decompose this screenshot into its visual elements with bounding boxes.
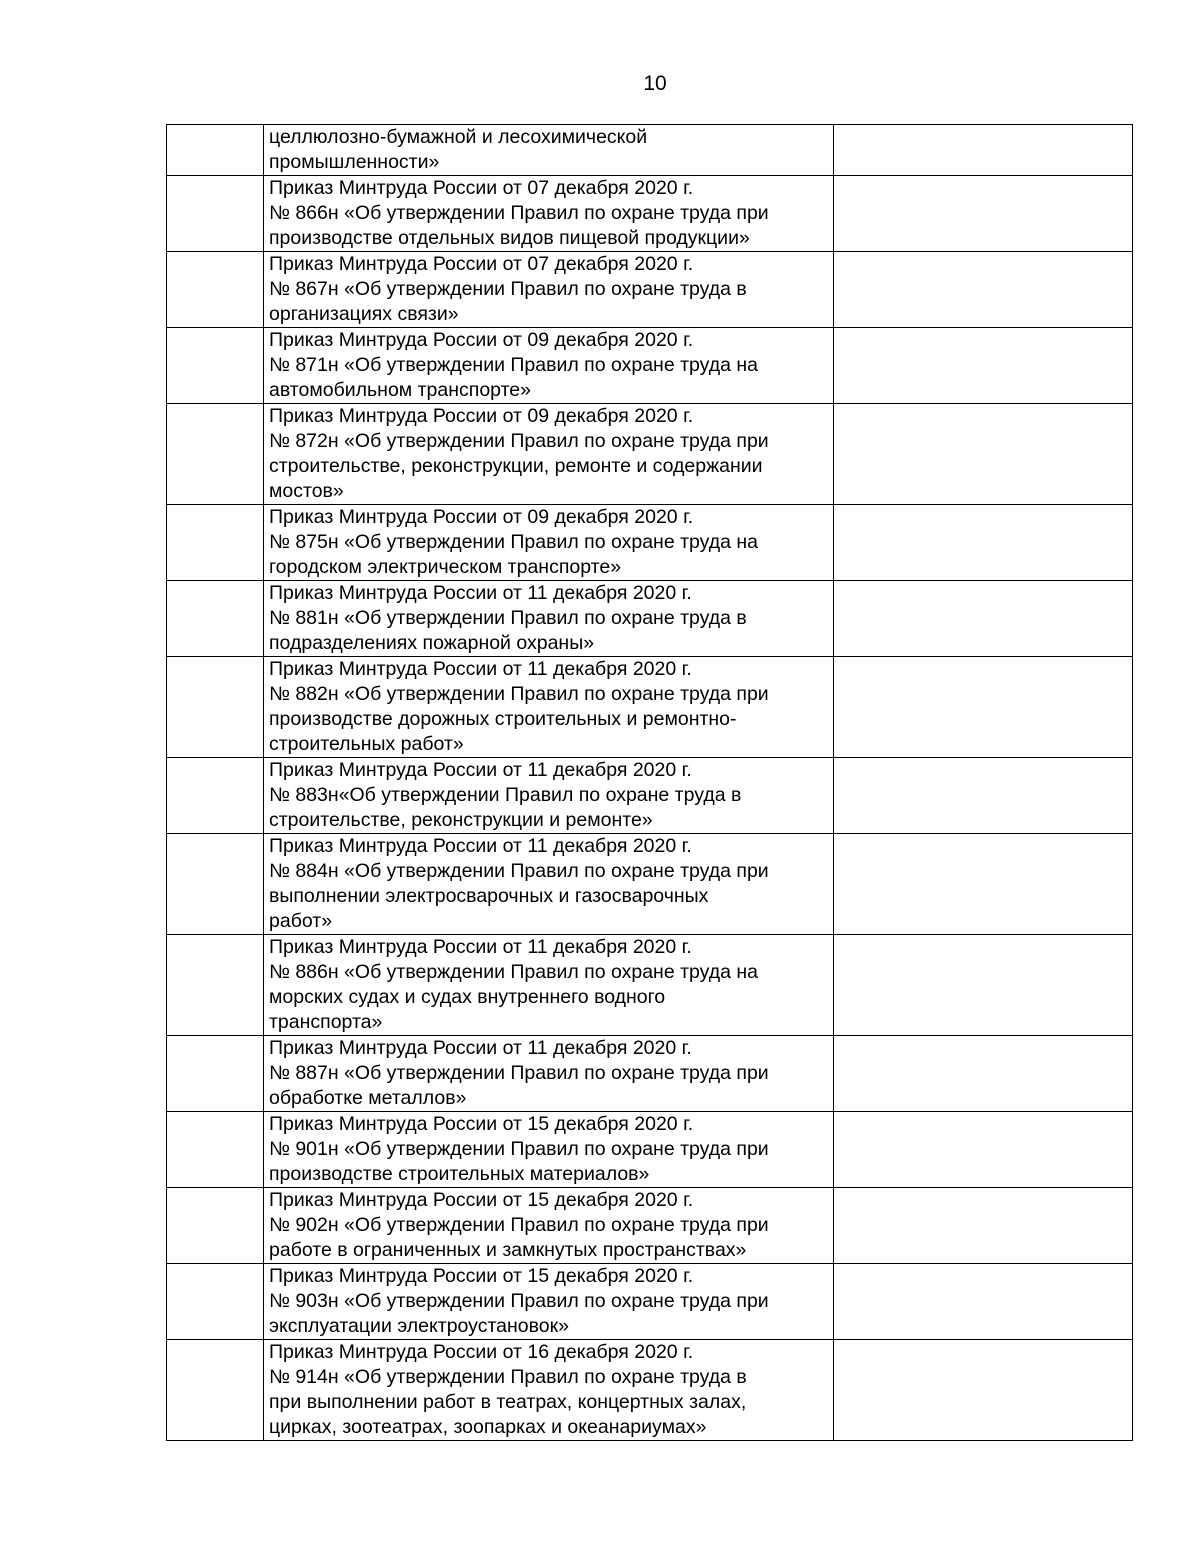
table-row — [167, 1188, 1133, 1264]
document-title-line: Приказ Минтруда России от 07 декабря 2020 г. — [269, 177, 694, 199]
document-title-line: промышленности» — [269, 151, 440, 173]
row-number-cell — [167, 505, 264, 581]
row-number-cell — [167, 1188, 264, 1264]
document-title-line: обработке металлов» — [269, 1087, 467, 1109]
note-cell — [834, 1188, 1133, 1264]
document-title-line: мостов» — [269, 480, 344, 502]
document-title-line: № 902н «Об утверждении Правил по охране труда при — [269, 1214, 769, 1236]
document-title-cell — [264, 404, 834, 505]
document-title-cell — [264, 505, 834, 581]
document-title-line: № 866н «Об утверждении Правил по охране труда при — [269, 202, 769, 224]
document-title-line: строительных работ» — [269, 733, 464, 755]
document-title-line: Приказ Минтруда России от 11 декабря 2020 г. — [269, 582, 692, 604]
document-title-line: выполнении электросварочных и газосварочных — [269, 885, 709, 907]
row-number-cell — [167, 252, 264, 328]
document-title-cell — [264, 328, 834, 404]
document-title-line: морских судах и судах внутреннего водного — [269, 986, 666, 1008]
document-title-line: городском электрическом транспорте» — [269, 556, 622, 578]
document-title-line: № 884н «Об утверждении Правил по охране труда при — [269, 860, 769, 882]
note-cell — [834, 1264, 1133, 1340]
note-cell — [834, 176, 1133, 252]
document-title-line: целлюлозно-бумажной и лесохимической — [269, 126, 648, 148]
document-title-cell — [264, 1340, 834, 1441]
table-row — [167, 176, 1133, 252]
document-title-cell — [264, 252, 834, 328]
document-title-line: организациях связи» — [269, 303, 459, 325]
document-title-line: Приказ Минтруда России от 15 декабря 2020 г. — [269, 1189, 694, 1211]
document-title-line: Приказ Минтруда России от 09 декабря 2020 г. — [269, 506, 694, 528]
table-row — [167, 404, 1133, 505]
document-title-line: транспорта» — [269, 1011, 383, 1033]
row-number-cell — [167, 1340, 264, 1441]
row-number-cell — [167, 176, 264, 252]
row-number-cell — [167, 125, 264, 176]
row-number-cell — [167, 1264, 264, 1340]
note-cell — [834, 252, 1133, 328]
document-title-line: строительстве, реконструкции и ремонте» — [269, 809, 653, 831]
row-number-cell — [167, 1036, 264, 1112]
row-number-cell — [167, 328, 264, 404]
note-cell — [834, 935, 1133, 1036]
document-title-line: Приказ Минтруда России от 11 декабря 2020 г. — [269, 658, 692, 680]
note-cell — [834, 1036, 1133, 1112]
table-row — [167, 834, 1133, 935]
document-title-line: Приказ Минтруда России от 11 декабря 2020 г. — [269, 1037, 692, 1059]
table-row — [167, 935, 1133, 1036]
document-title-cell — [264, 581, 834, 657]
document-title-cell — [264, 1036, 834, 1112]
document-title-line: Приказ Минтруда России от 11 декабря 2020 г. — [269, 936, 692, 958]
document-title-line: работе в ограниченных и замкнутых пространствах» — [269, 1239, 747, 1261]
note-cell — [834, 505, 1133, 581]
table-body — [167, 125, 1133, 1441]
note-cell — [834, 125, 1133, 176]
document-title-line: Приказ Минтруда России от 09 декабря 2020 г. — [269, 405, 694, 427]
document-title-line: работ» — [269, 910, 333, 932]
document-title-line: цирках, зоотеатрах, зоопарках и океанариумах» — [269, 1416, 707, 1438]
row-number-cell — [167, 834, 264, 935]
row-number-cell — [167, 581, 264, 657]
document-title-line: № 887н «Об утверждении Правил по охране труда при — [269, 1062, 769, 1084]
table-row — [167, 657, 1133, 758]
document-title-cell — [264, 1264, 834, 1340]
document-title-cell — [264, 834, 834, 935]
table-row — [167, 505, 1133, 581]
note-cell — [834, 1340, 1133, 1441]
document-title-line: № 882н «Об утверждении Правил по охране труда при — [269, 683, 769, 705]
row-number-cell — [167, 758, 264, 834]
table-row — [167, 758, 1133, 834]
regulations-table — [166, 124, 1133, 1441]
document-title-line: № 871н «Об утверждении Правил по охране труда на — [269, 354, 758, 376]
note-cell — [834, 581, 1133, 657]
document-title-line: Приказ Минтруда России от 15 декабря 2020 г. — [269, 1265, 694, 1287]
document-title-cell — [264, 657, 834, 758]
document-title-line: строительстве, реконструкции, ремонте и содержании — [269, 455, 763, 477]
table-row — [167, 252, 1133, 328]
document-title-line: № 914н «Об утверждении Правил по охране труда в — [269, 1366, 747, 1388]
document-title-line: производстве дорожных строительных и ремонтно- — [269, 708, 737, 730]
note-cell — [834, 834, 1133, 935]
page-number: 10 — [643, 72, 667, 95]
document-title-line: подразделениях пожарной охраны» — [269, 632, 595, 654]
table-row — [167, 125, 1133, 176]
document-title-line: Приказ Минтруда России от 11 декабря 2020 г. — [269, 759, 692, 781]
document-title-line: № 875н «Об утверждении Правил по охране труда на — [269, 531, 758, 553]
row-number-cell — [167, 935, 264, 1036]
document-title-cell — [264, 1112, 834, 1188]
document-title-cell — [264, 758, 834, 834]
row-number-cell — [167, 1112, 264, 1188]
row-number-cell — [167, 404, 264, 505]
document-title-line: при выполнении работ в театрах, концертных залах, — [269, 1391, 747, 1413]
note-cell — [834, 328, 1133, 404]
document-title-line: № 881н «Об утверждении Правил по охране труда в — [269, 607, 747, 629]
document-title-cell — [264, 935, 834, 1036]
document-title-line: автомобильном транспорте» — [269, 379, 531, 401]
table-row — [167, 328, 1133, 404]
table-row — [167, 1112, 1133, 1188]
table-row — [167, 1036, 1133, 1112]
document-title-line: № 903н «Об утверждении Правил по охране труда при — [269, 1290, 769, 1312]
note-cell — [834, 1112, 1133, 1188]
note-cell — [834, 657, 1133, 758]
document-title-line: № 867н «Об утверждении Правил по охране труда в — [269, 278, 747, 300]
document-title-line: Приказ Минтруда России от 16 декабря 2020 г. — [269, 1341, 694, 1363]
document-title-line: Приказ Минтруда России от 15 декабря 2020 г. — [269, 1113, 694, 1135]
document-title-line: производстве строительных материалов» — [269, 1163, 650, 1185]
document-title-line: Приказ Минтруда России от 07 декабря 2020 г. — [269, 253, 694, 275]
row-number-cell — [167, 657, 264, 758]
document-title-line: производстве отдельных видов пищевой продукции» — [269, 227, 750, 249]
document-title-line: № 883н«Об утверждении Правил по охране труда в — [269, 784, 742, 806]
table-row — [167, 581, 1133, 657]
document-title-line: № 901н «Об утверждении Правил по охране труда при — [269, 1138, 769, 1160]
document-title-cell — [264, 1188, 834, 1264]
document-title-line: № 886н «Об утверждении Правил по охране труда на — [269, 961, 758, 983]
table-row — [167, 1264, 1133, 1340]
document-title-line: № 872н «Об утверждении Правил по охране труда при — [269, 430, 769, 452]
note-cell — [834, 404, 1133, 505]
document-title-line: Приказ Минтруда России от 11 декабря 2020 г. — [269, 835, 692, 857]
table-row — [167, 1340, 1133, 1441]
document-title-cell — [264, 176, 834, 252]
document-title-line: эксплуатации электроустановок» — [269, 1315, 569, 1337]
note-cell — [834, 758, 1133, 834]
document-title-cell — [264, 125, 834, 176]
document-title-line: Приказ Минтруда России от 09 декабря 2020 г. — [269, 329, 694, 351]
